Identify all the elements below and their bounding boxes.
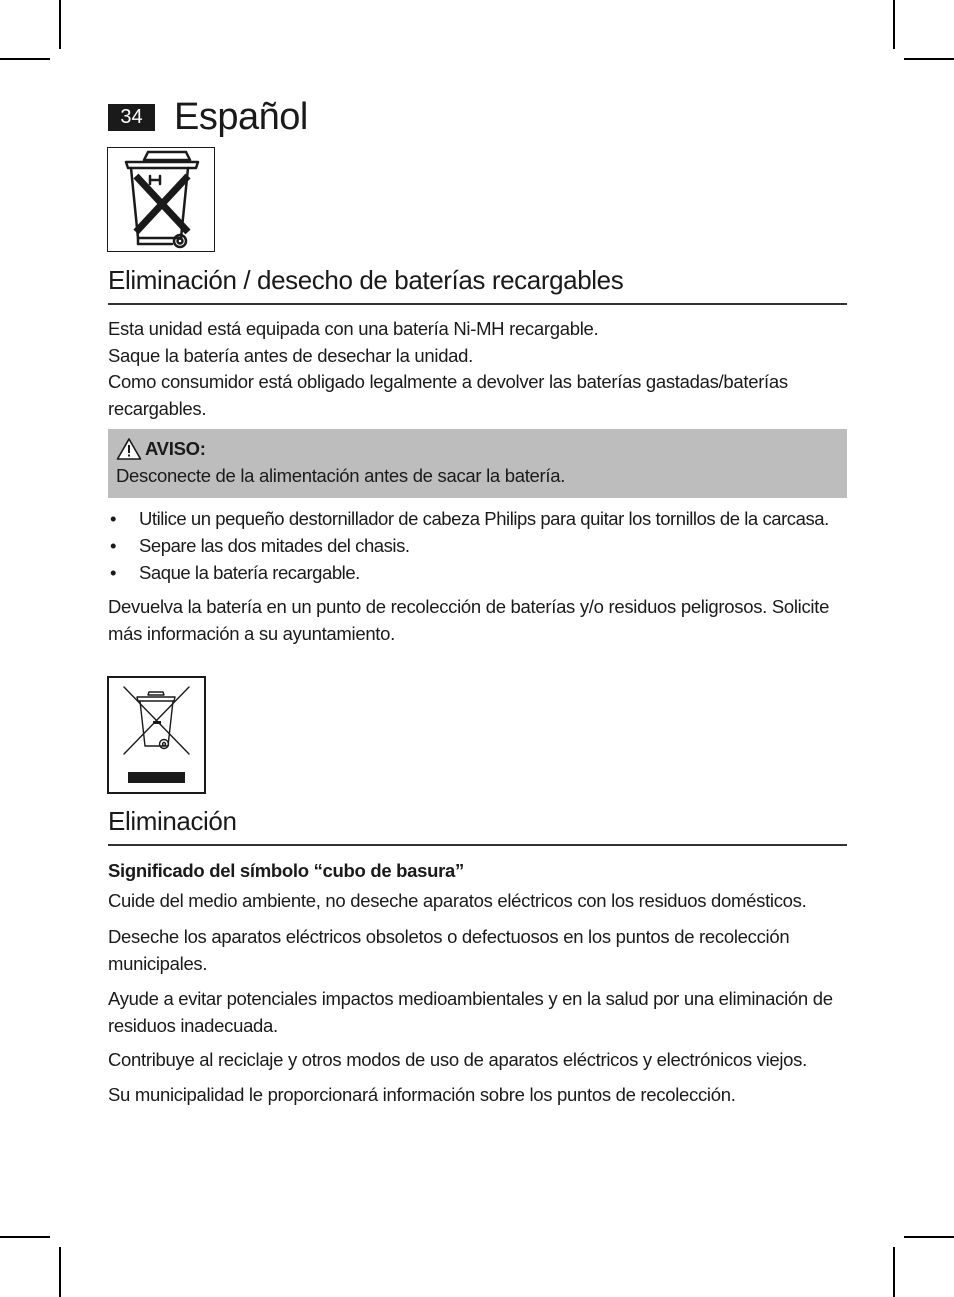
disposal-paragraph: Deseche los aparatos eléctricos obsoletos o defectuosos en los puntos de recolección municipales. bbox=[108, 926, 790, 974]
warning-label: AVISO: bbox=[145, 438, 206, 459]
list-item: • Separe las dos mitades del chasis. bbox=[108, 532, 853, 559]
symbol-meaning-subheading: Significado del símbolo “cubo de basura” bbox=[108, 860, 464, 881]
intro-line: Esta unidad está equipada con una batería Ni-MH recargable. bbox=[108, 318, 599, 339]
crop-mark bbox=[893, 0, 895, 49]
disposal-heading: Eliminación bbox=[108, 804, 847, 846]
warning-box bbox=[108, 429, 847, 498]
battery-intro bbox=[108, 316, 848, 422]
crop-mark bbox=[904, 1236, 954, 1238]
crop-mark bbox=[893, 1247, 895, 1297]
intro-line: Saque la batería antes de desechar la unidad. bbox=[108, 344, 474, 366]
crop-mark bbox=[59, 1247, 61, 1297]
crop-mark bbox=[904, 58, 954, 60]
list-item: • Saque la batería recargable. bbox=[108, 559, 853, 586]
return-note: Devuelva la batería en un punto de recolección de baterías y/o residuos peligrosos. Solicite más información a su ayuntamiento. bbox=[108, 596, 830, 644]
language-title: Español bbox=[174, 96, 308, 138]
disposal-paragraph: Su municipalidad le proporcionará información sobre los puntos de recolección. bbox=[108, 1084, 736, 1105]
intro-line: Como consumidor está obligado legalmente a devolver las baterías gastadas/baterías recargables. bbox=[108, 371, 788, 419]
page-number: 34 bbox=[108, 104, 155, 131]
warning-text: Desconecte de la alimentación antes de sacar la batería. bbox=[116, 465, 566, 486]
crossed-out-battery-bin-icon bbox=[107, 147, 215, 252]
crop-mark bbox=[59, 0, 61, 49]
crop-mark bbox=[0, 58, 50, 60]
disposal-paragraph: Cuide del medio ambiente, no deseche aparatos eléctricos con los residuos domésticos. bbox=[108, 890, 807, 911]
disposal-paragraph: Contribuye al reciclaje y otros modos de uso de aparatos eléctricos y electrónicos viejos. bbox=[108, 1049, 807, 1070]
list-item: • Utilice un pequeño destornillador de cabeza Philips para quitar los tornillos de la carcasa. bbox=[108, 505, 853, 532]
crop-mark bbox=[0, 1236, 50, 1238]
warning-triangle-icon bbox=[116, 437, 142, 461]
battery-disposal-heading: Eliminación / desecho de baterías recargables bbox=[108, 263, 847, 305]
crossed-out-wheelie-bin-icon bbox=[107, 676, 206, 794]
removal-steps bbox=[108, 505, 853, 586]
disposal-paragraph: Ayude a evitar potenciales impactos medioambientales y en la salud por una eliminación de residuos inadecuada. bbox=[108, 988, 833, 1036]
